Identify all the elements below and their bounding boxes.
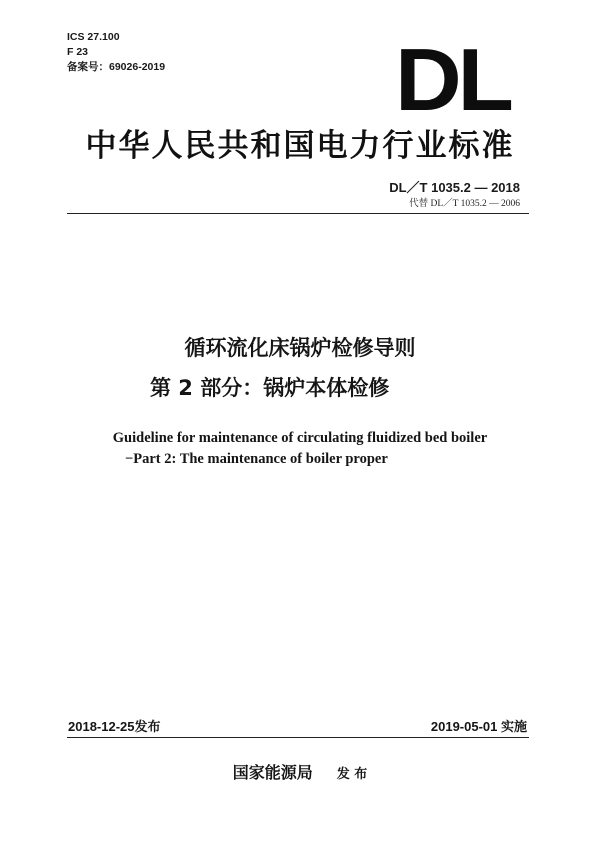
publisher-name: 国家能源局 <box>232 763 313 782</box>
english-title-line2: −Part 2: The maintenance of boiler proper <box>125 451 388 467</box>
record-number: 备案号：69026-2019 <box>67 61 166 73</box>
implementation-date: 2019-05-01 实施 <box>430 719 527 734</box>
top-divider <box>67 213 529 214</box>
chinese-title-line1: 循环流化床锅炉检修导则 <box>184 336 416 360</box>
dl-logo: DL <box>395 30 510 129</box>
category-code: F 23 <box>67 46 89 58</box>
ics-code: ICS 27.100 <box>67 31 120 43</box>
publish-label: 发 布 <box>336 767 368 782</box>
replaces-standard: 代替 DL／T 1035.2 — 2006 <box>409 199 520 209</box>
standard-number: DL／T 1035.2 — 2018 <box>389 180 520 195</box>
organization-standard-title: 中华人民共和国电力行业标准 <box>85 128 515 164</box>
bottom-divider <box>67 737 529 738</box>
english-title-line1: Guideline for maintenance of circulating fluidized bed boiler <box>112 430 488 446</box>
chinese-title-line2: 第 2 部分：锅炉本体检修 <box>150 376 390 400</box>
issue-date: 2018-12-25发布 <box>68 719 161 734</box>
publisher-line <box>0 760 600 783</box>
classification-block <box>67 30 165 75</box>
